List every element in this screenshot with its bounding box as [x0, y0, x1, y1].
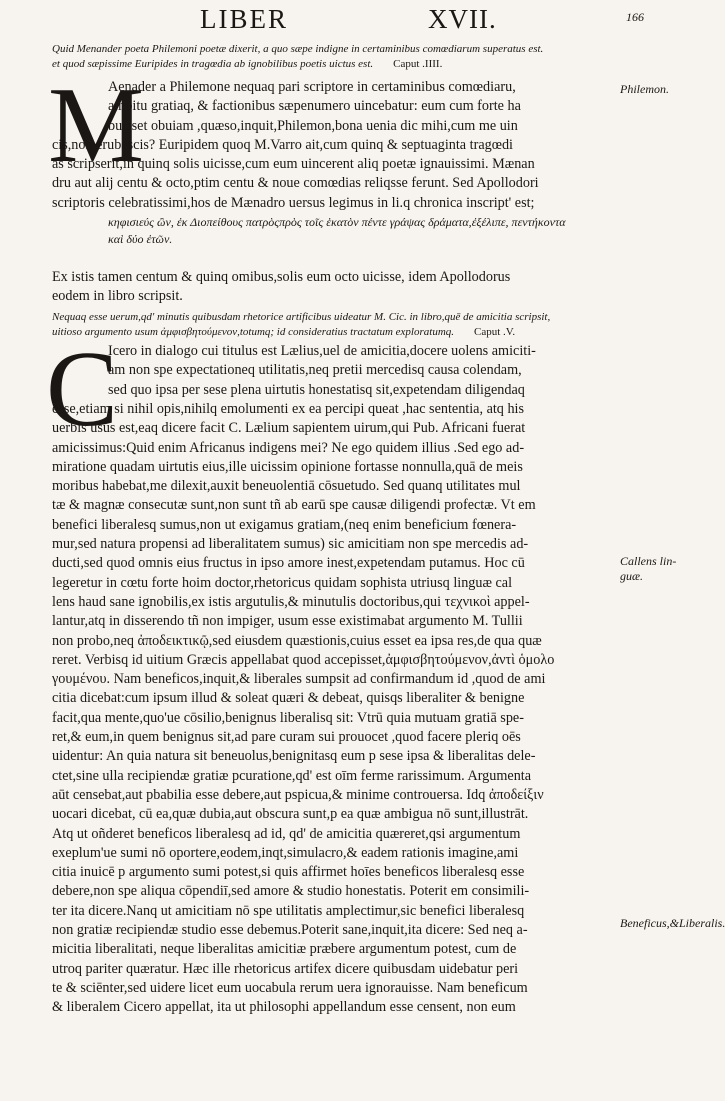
text-line: ter ita dicere.Nanq ut amicitiam nō spe utilitatis amplectimur,sic benefici liberalesq — [52, 902, 525, 919]
text-line: legeretur in cœtu forte hoim doctor,rhetoricus quidam sophista utriusq linguæ cal — [52, 574, 513, 591]
text-line: buisset obuiam ,quæso,inquit,Philemon,bona uenia dic mihi,cum me uin — [108, 117, 518, 134]
text-line: ambitu gratiaq, & factionibus sæpenumero uincebatur: eum cum forte ha — [108, 98, 521, 115]
text-line: dru aut alij centu & octo,ptim centu & noue comœdias reliqsse ferunt. Sed Apollodori — [52, 175, 539, 192]
text-line: ctet,sine ulla recipiendæ gratiæ pcuratione,qd' est oīm ferme rarissimum. Argumenta — [52, 767, 532, 784]
text-line: non probo,neq ἀποδεικτικῷ,sed eiusdem quæstionis,cuius esset ea ipsa res,de qua quæ — [52, 632, 542, 649]
text-line: am non spe expectationeq utilitatis,neq pretii mercedisq causa colendam, — [108, 362, 522, 379]
text-line: Icero in dialogo cui titulus est Lælius,uel de amicitia,docere uolens amiciti- — [108, 343, 536, 359]
text-line: lantur,atq in disserendo tñ non impiger, usum esse existimabat argumento M. Tullii — [52, 613, 523, 630]
text-line: γουμένου. Nam beneficos,inquit,& liberales sumpsit ad confirmandum id ,quod de ami — [52, 671, 546, 688]
rubric-line: et quod sæpissime Euripides in tragœdia ab ignobilibus poetis uictus est. Caput .IIII. — [52, 58, 443, 70]
text-line: Beneficus,& — [620, 916, 679, 930]
text-line: exeplum'ue sumi nō oportere,eodem,inqt,simulacro,& eadem rationis imagine,ami — [52, 844, 519, 861]
text-line: uerbis usus est,eaq dicere facit C. Lælium sapientem uirum,qui Pub. Africani fuerat — [52, 420, 526, 437]
text-line: reret. Verbisq id uitium Græcis appellabat quod accepisset,ἀμφισβητούμενον,ἀντὶ ὁμολο — [52, 651, 555, 668]
text-line: eodem in libro scripsit. — [52, 288, 183, 305]
rubric-line: uitioso argumento usum ἀμφισβητούμενον,totumq; id consideratius tractatum exploratumq. Caput .V. — [52, 326, 516, 338]
folio-number: 166 — [626, 10, 644, 24]
text-line: sed quo ipsa per sese plena uirtutis honestatisq sit,expetendam diligendaq — [108, 381, 525, 398]
margin-note-beneficus — [620, 916, 725, 931]
text-line: lens haud sane ignobilis,ex istis argutulis,& minutulis doctoribus,qui τεχνικοὶ appel- — [52, 593, 530, 610]
text-line: micitia liberalitati, neque liberalitas amicitiæ præbere argumentum potest, cum de — [52, 941, 517, 958]
text-line: amicissimus:Quid enim Africanus indigens mei? Ne ego quidem illius .Sed ego ad- — [52, 439, 525, 456]
text-line: citia inuicē p argumento sumi potest,si quis affirmet hoīes beneficos liberalesq esse — [52, 864, 525, 881]
text-line: citia dicebat:cum ipsum illud & soleat quæri & debeat, quisqs liberaliter & benigne — [52, 690, 525, 707]
chapter-4-conclusion — [52, 268, 622, 307]
greek-verses — [108, 214, 568, 248]
text-line: πρὸς τοῖς ἑκατὸν πέντε γράψας δράματα, — [279, 215, 472, 229]
drop-cap-m: M — [48, 66, 145, 185]
rubric-line: Quid Menander poeta Philemoni poetæ dixerit, a quo sæpe indigne in certaminibus comœdiarum superatus est. — [52, 43, 544, 55]
text-line: Aenader a Philemone nequaq pari scriptore in certaminibus comœdiaru, — [108, 79, 516, 95]
text-line: Ex istis tamen centum & quinq omibus,solis eum octo uicisse, idem Apollodorus — [52, 269, 511, 285]
margin-note-philemon: Philemon. — [620, 82, 669, 96]
text-line: facit,qua mente,quo'ue cōsilio,benignus liberalisq sit: Vtrū quia mutuam gratiā spe- — [52, 709, 524, 726]
text-line: miratione quadam uirtutis eius,ille uicissim opinione fortasse nonnulla,quā de meis — [52, 458, 523, 475]
chapter-5-rubric — [52, 310, 612, 340]
chapter-4-text — [52, 78, 622, 213]
text-line: ret,& eum,in quem benignus sit,ad pare curam sui prouocet ,quod facere pleriq oēs — [52, 729, 521, 746]
text-line: uidentur: An quia natura sit beneuolus,benignitasq eum p sese ipsa & liberalitas dele- — [52, 748, 536, 765]
drop-cap-c: C — [46, 330, 119, 449]
text-line: as scripserit,in quinq solis uicisse,cum eum uincerent aliq poetæ ignauissimi. Mænan — [52, 156, 535, 173]
text-line: κηφισιεύς ὢν, ἐκ Διοπείθους πατρὸς — [108, 215, 280, 229]
text-line: scriptoris celebratissimi,hos de Mænadro uersus legimus in li.q chronica inscript' est; — [52, 194, 535, 211]
book-number: XVII. — [428, 4, 497, 34]
running-header — [200, 4, 644, 40]
margin-note-callens — [620, 554, 698, 584]
text-line: ἐξέλιπε, πεντήκοντα καὶ δύο ἐτῶν. — [108, 215, 566, 246]
text-line: cis,non erubescis? Euripidem quoq M.Varro ait,cum quinq & septuaginta tragœdi — [52, 136, 513, 153]
chapter-5-opening — [108, 342, 622, 400]
text-line: Callens lin- — [620, 554, 677, 568]
text-line: te & sciēnter,sed uidere licet eum uocabula rerum uera ignorauisse. Nam beneficum — [52, 979, 528, 996]
text-line: guæ. — [620, 569, 644, 583]
text-line: moribus habebat,me dilexit,auxit beneuolentiā cōsuetudo. Sed quanq utilitates mul — [52, 478, 521, 495]
text-line: ducti,sed quod omnis eius fructus in ipso amore inest,expetendam putamus. Hoc cū — [52, 555, 525, 572]
text-line: uocari dicebat, cū ea,quæ dubia,aut obscura sunt,p ea quæ ambigua nō sunt,illustrāt. — [52, 806, 529, 823]
rubric-line: Nequaq esse uerum,qd' minutis quibusdam rhetorice artificibus uideatur M. Cic. in libro,quē de amicitia scripsit, — [52, 311, 551, 323]
text-line: mur,sed natura propensi ad liberalitatem sumus) sic amicitiam non spe mercedis ad- — [52, 536, 529, 553]
text-line: utroq pariter quæratur. Hæc ille rhetoricus artifex dicere quibusdam uidebatur peri — [52, 960, 519, 977]
text-line: & liberalem Cicero appellat, ita ut philosophi appellandum esse censent, non eum — [52, 999, 516, 1016]
text-line: aūt censebat,aut pbabilia esse debere,aut pspicua,& minime controuersa. Idq ἀποδείξιν — [52, 786, 544, 803]
text-line: non gratiæ recipiendæ studio esse debemus.Poterit sane,inquit,ita dicere: Sed neq a- — [52, 922, 528, 939]
caput-label: Caput .V. — [474, 326, 516, 338]
text-line: tæ & magnæ consecutæ sunt,non sunt tñ ab earū spe causæ diligendi profectæ. Vt em — [52, 497, 536, 514]
running-title: LIBER — [200, 4, 288, 34]
text-line: Liberalis. — [678, 916, 725, 930]
text-line: debere,non spe aliqua cōpendiī,sed amore & studio honestatis. Poterit em consimili- — [52, 883, 530, 900]
text-line: Atq ut oñderet beneficos liberalesq ad id, qd' de amicitia quæreret,qsi argumentum — [52, 825, 521, 842]
text-line: benefici liberalesq sumus,non ut exigamus gratiam,(neq enim beneficium fœnera- — [52, 516, 517, 533]
caput-label: Caput .IIII. — [393, 58, 443, 70]
chapter-5-text — [52, 400, 622, 1018]
text-line: esse,etiam si nihil opis,nihilq emolumenti ex ea percipi queat ,hac sententia, atq his — [52, 401, 525, 417]
